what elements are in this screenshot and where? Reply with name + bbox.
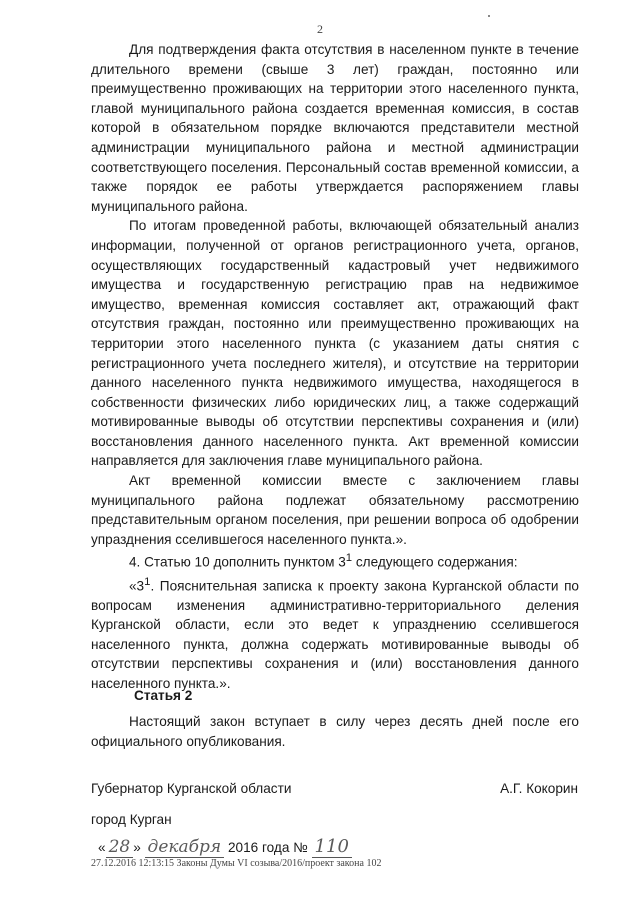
- date-line: [98, 836, 352, 857]
- amendment-text-sup: 1: [144, 575, 151, 588]
- amendment-intro-tail: следующего содержания:: [352, 554, 518, 570]
- amendment-intro-text: 4. Статью 10 дополнить пунктом 3: [129, 554, 346, 570]
- file-path-footer: 27.12.2016 12:13:15 Законы Думы VI созыва/2016/проект закона 102: [91, 858, 382, 869]
- article-heading: Статья 2: [134, 688, 193, 703]
- paragraph-review: Акт временной комиссии вместе с заключением главы муниципального района подлежат обязательному рассмотрению представительным органом поселения, при решении вопроса об одобрении упразднения сселившегося населенного пункта.».: [91, 473, 579, 547]
- amendment-intro: [91, 549, 579, 572]
- effective-date-paragraph: Настоящий закон вступает в силу через десять дней после его официального опубликования.: [91, 714, 579, 749]
- page-number: 2: [317, 22, 323, 36]
- date-month-handwritten: декабря: [145, 837, 225, 858]
- city-line: город Курган: [91, 812, 172, 827]
- signatory-position: Губернатор Курганской области: [91, 781, 292, 796]
- scan-speck: [488, 15, 490, 17]
- date-close-quote: »: [133, 840, 141, 855]
- document-body: [91, 40, 579, 694]
- law-number-handwritten: 110: [312, 836, 352, 858]
- signatory-name: А.Г. Кокорин: [500, 781, 578, 796]
- amendment-intro-sup: 1: [345, 552, 353, 565]
- date-year-text: 2016 года №: [227, 840, 308, 855]
- amendment-text: [91, 573, 579, 694]
- date-day-handwritten: 28: [106, 837, 134, 858]
- paragraph-commission: Для подтверждения факта отсутствия в населенном пункте в течение длительного времени (свыше 3 лет) граждан, постоянно или преимущественно проживающих на территории этого населенного пункта, главой муниципального района создается временная комиссия, в состав которой в обязательном порядке включаются представители местной администрации муниципального района и местной администрации соответствующего поселения. Персональный состав временной комиссии, а также порядок ее работы утверждается распоряжением главы муниципального района.: [91, 42, 579, 214]
- paragraph-act: По итогам проведенной работы, включающей обязательный анализ информации, полученной от органов регистрационного учета, органов, осуществляющих государственный кадастровый учет недвижимого имущества и государственную регистрацию прав на недвижимое имущество, временная комиссия составляет акт, отражающий факт отсутствия граждан, постоянно или преимущественно проживающих на территории этого населенного пункта (с указанием даты снятия с регистрационного учета последнего жителя), и отсутствие на территории данного населенного пункта недвижимого имущества, находящегося в собственности физических либо юридических лиц, а также содержащий мотивированные выводы об отсутствии перспективы сохранения и (или) восстановления данного населенного пункта. Акт временной комиссии направляется для заключения главе муниципального района.: [91, 218, 579, 469]
- amendment-text-start: «3: [129, 578, 145, 594]
- date-open-quote: «: [98, 840, 106, 855]
- amendment-text-body: . Пояснительная записка к проекту закона Курганской области по вопросам изменения административно-территориального деления Курганской области, если это ведет к упразднению сселившегося населенного пункта, должна содержать мотивированные выводы об отсутствии перспективы сохранения и (или) восстановления данного населенного пункта.».: [91, 578, 579, 692]
